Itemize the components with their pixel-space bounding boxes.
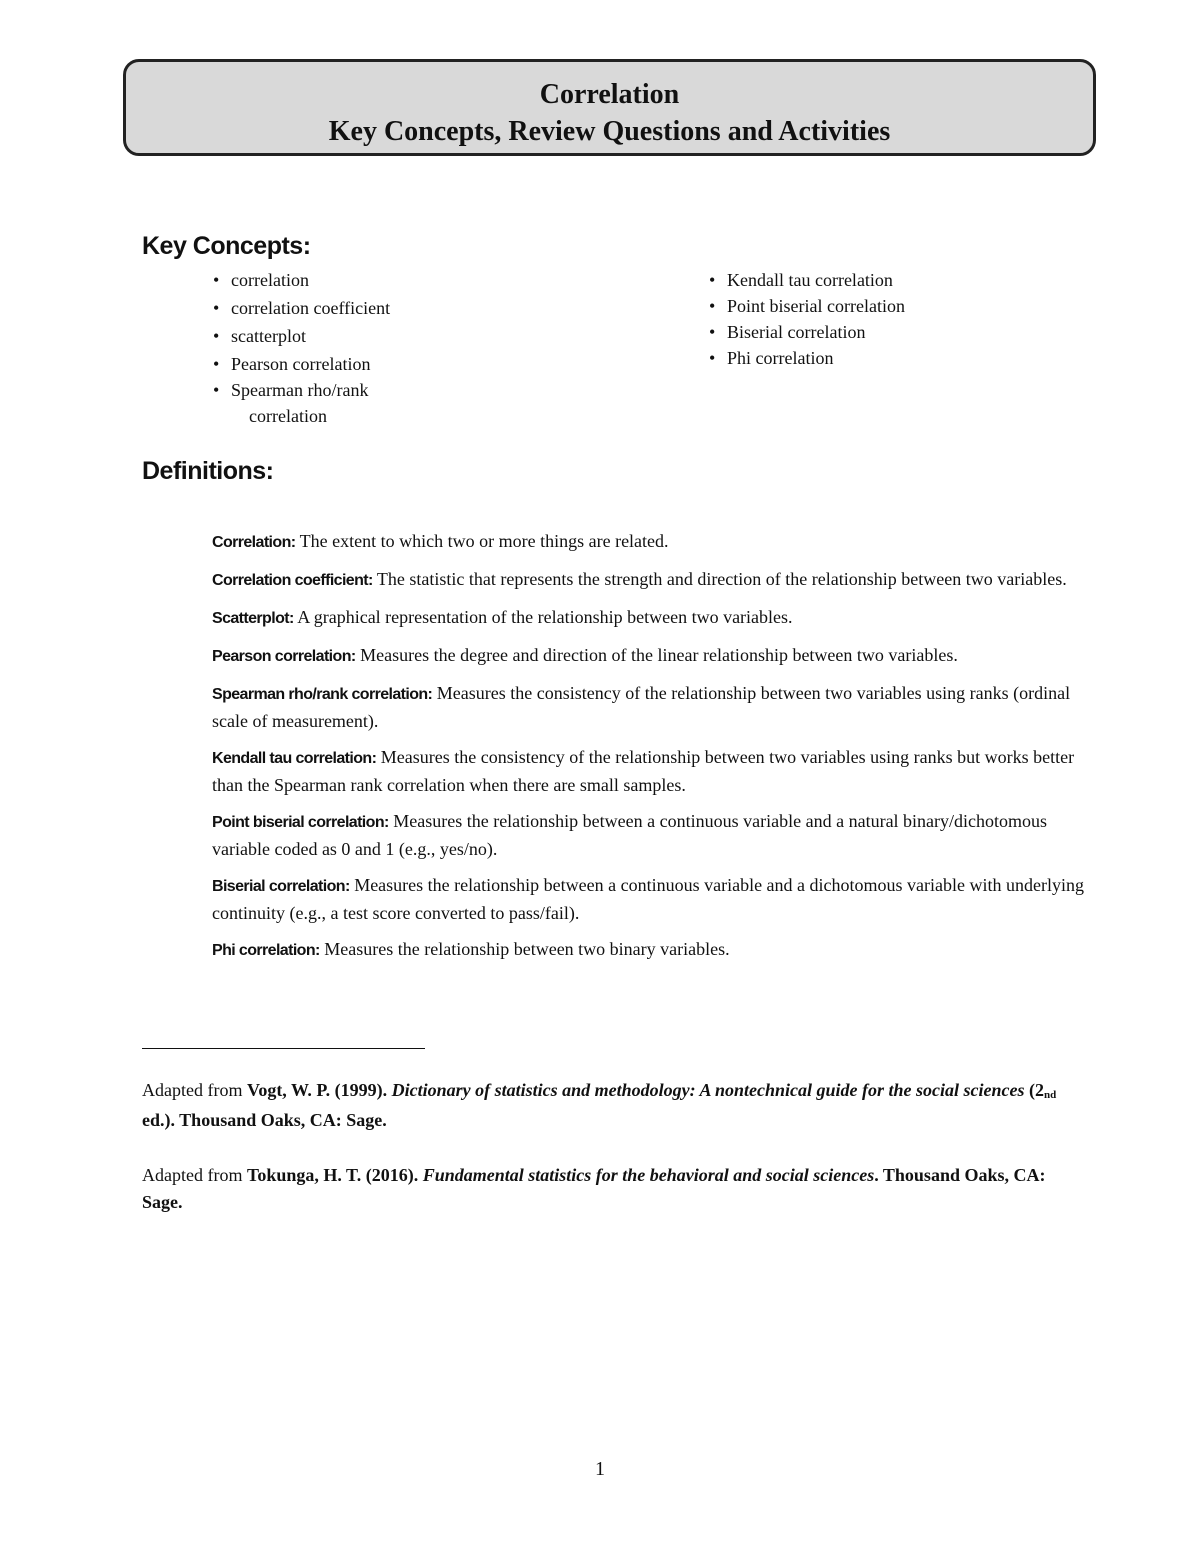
definition-item <box>212 566 1102 594</box>
list-item-line: Spearman rho/rank <box>231 380 369 400</box>
reference-publisher: . Thousand Oaks, CA: Sage. <box>142 1165 1046 1212</box>
reference-title: Fundamental statistics for the behavioral and social sciences <box>422 1165 875 1185</box>
reference-vogt <box>142 1077 1062 1134</box>
definitions-list <box>212 528 1102 974</box>
reference-edition: (2nd ed.). <box>142 1080 1057 1130</box>
document-subtitle: Key Concepts, Review Questions and Activities <box>328 116 891 147</box>
key-concepts-left-list <box>213 267 390 429</box>
list-item: • scatterplot <box>213 323 390 349</box>
reference-prefix: Adapted from <box>142 1080 247 1100</box>
definition-item <box>212 872 1102 926</box>
list-item-continuation: correlation <box>249 406 327 426</box>
definition-text: The extent to which two or more things are related. <box>295 531 669 551</box>
definition-term: Kendall tau correlation: <box>212 750 377 767</box>
definition-text: Measures the consistency of the relationship between two variables using ranks but works better than the Spearman rank correlation when there are small samples. <box>212 747 1075 795</box>
list-item: • Kendall tau correlation <box>709 267 905 293</box>
definition-text: The statistic that represents the strength and direction of the relationship between two variables. <box>372 569 1067 589</box>
definition-text: Measures the consistency of the relationship between two variables using ranks (ordinal scale of measurement). <box>212 683 1071 731</box>
list-item: • correlation <box>213 267 390 293</box>
document-title: Correlation <box>539 79 680 110</box>
document-title-box <box>123 59 1096 156</box>
definition-term: Correlation: <box>212 534 296 551</box>
definition-text: A graphical representation of the relationship between two variables. <box>293 607 793 627</box>
definition-term: Biserial correlation: <box>212 878 350 895</box>
definition-text: Measures the degree and direction of the linear relationship between two variables. <box>355 645 958 665</box>
definition-term: Scatterplot: <box>212 610 294 627</box>
definition-item <box>212 936 1102 964</box>
key-concepts-heading: Key Concepts: <box>142 232 311 260</box>
page-number: 1 <box>595 1458 605 1480</box>
list-item: • correlation coefficient <box>213 295 390 321</box>
list-item: • Pearson correlation <box>213 351 390 377</box>
reference-tokunga <box>142 1162 1062 1216</box>
definition-item <box>212 744 1102 798</box>
definition-term: Pearson correlation: <box>212 648 356 665</box>
reference-publisher: Thousand Oaks, CA: Sage. <box>179 1110 387 1130</box>
reference-title: Dictionary of statistics and methodology: A nontechnical guide for the social sciences <box>391 1080 1025 1100</box>
definition-term: Spearman rho/rank correlation: <box>212 686 433 703</box>
definition-term: Phi correlation: <box>212 942 320 959</box>
definition-text: Measures the relationship between a continuous variable and a natural binary/dichotomous variable coded as 0 and 1 (e.g., yes/no). <box>212 811 1048 859</box>
definition-term: Correlation coefficient: <box>212 572 373 589</box>
list-item: • Point biserial correlation <box>709 293 905 319</box>
definition-text: Measures the relationship between two binary variables. <box>319 939 730 959</box>
definition-item <box>212 680 1102 734</box>
definition-item <box>212 642 1102 670</box>
footnote-divider <box>142 1048 425 1049</box>
key-concepts-right-list <box>709 267 905 371</box>
list-item: • Biserial correlation <box>709 319 905 345</box>
definition-term: Point biserial correlation: <box>212 814 389 831</box>
reference-author: Vogt, W. P. (1999). <box>246 1080 392 1100</box>
definitions-heading: Definitions: <box>142 457 274 485</box>
list-item: • Phi correlation <box>709 345 905 371</box>
list-item <box>213 377 390 429</box>
definition-item <box>212 808 1102 862</box>
reference-author: Tokunga, H. T. (2016). <box>246 1165 423 1185</box>
reference-prefix: Adapted from <box>142 1165 247 1185</box>
definition-text: Measures the relationship between a continuous variable and a dichotomous variable with underlying continuity (e.g., a test score converted to pass/fail). <box>212 875 1084 923</box>
definition-item <box>212 528 1102 556</box>
definition-item <box>212 604 1102 632</box>
